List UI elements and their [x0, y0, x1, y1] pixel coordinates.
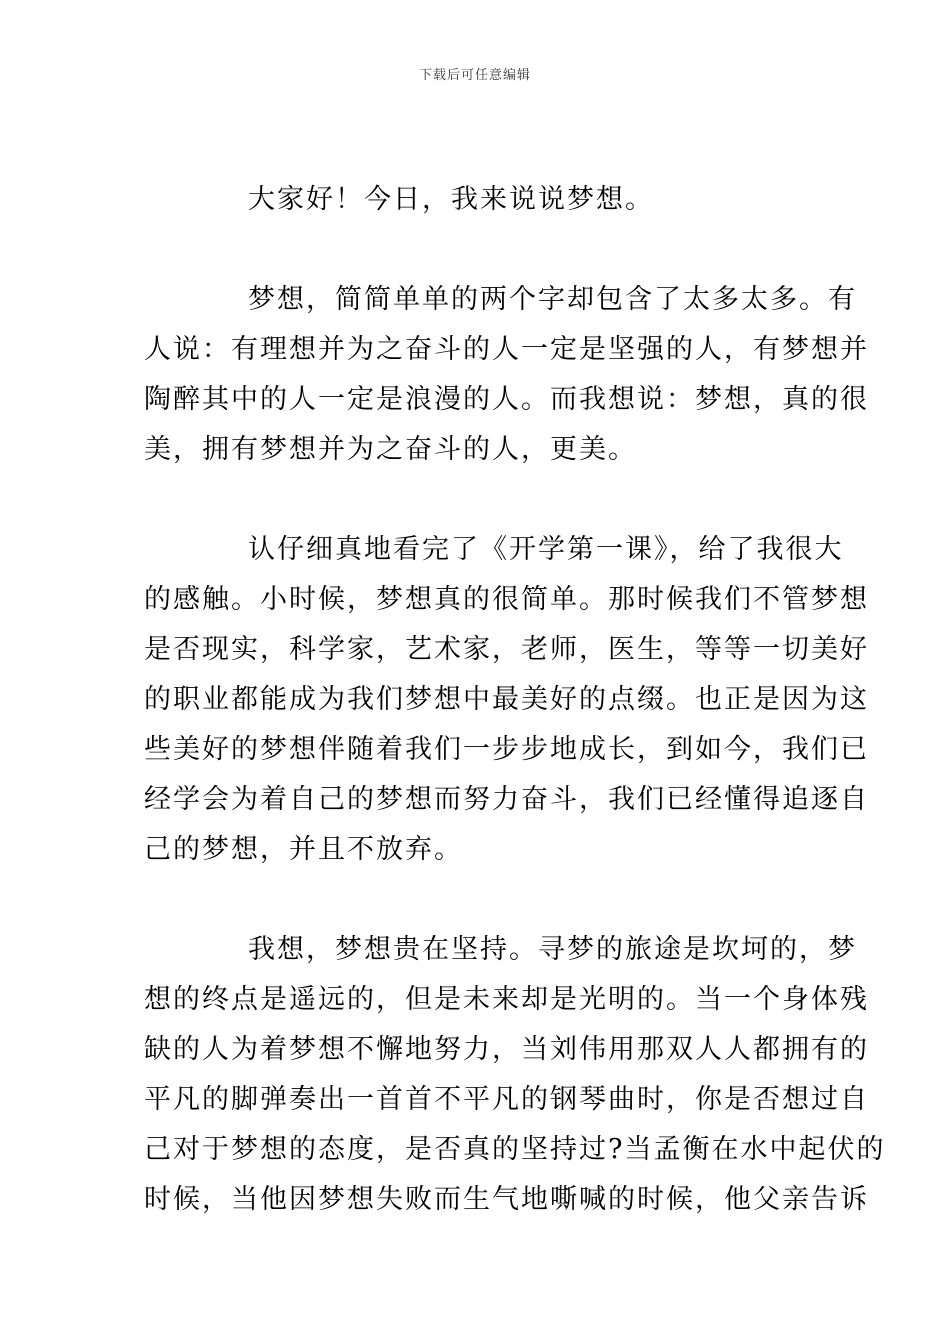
paragraph1-line: 人说：有理想并为之奋斗的人一定是坚强的人，有梦想并 — [144, 334, 869, 365]
paragraph2-line: 的感触。小时候，梦想真的很简单。那时候我们不管梦想 — [144, 584, 869, 615]
paragraph3-line: 时候，当他因梦想失败而生气地嘶喊的时候，他父亲告诉 — [144, 1184, 869, 1215]
paragraph3-line: 缺的人为着梦想不懈地努力，当刘伟用那双人人都拥有的 — [144, 1034, 869, 1065]
paragraph2-line: 认仔细真地看完了《开学第一课》，给了我很大 — [248, 534, 844, 565]
greeting-line: 大家好！今日，我来说说梦想。 — [248, 184, 654, 215]
paragraph3-line: 己对于梦想的态度，是否真的坚持过?当孟衡在水中起伏的 — [144, 1134, 886, 1165]
paragraph1-line: 美，拥有梦想并为之奋斗的人，更美。 — [144, 434, 637, 465]
paragraph3-line: 想的终点是遥远的，但是未来却是光明的。当一个身体残 — [144, 984, 869, 1015]
paragraph1-line: 陶醉其中的人一定是浪漫的人。而我想说：梦想，真的很 — [144, 384, 869, 415]
paragraph2-line: 是否现实，科学家，艺术家，老师，医生，等等一切美好 — [144, 634, 869, 665]
paragraph1-line: 梦想，简简单单的两个字却包含了太多太多。有 — [248, 284, 857, 315]
paragraph2-line: 的职业都能成为我们梦想中最美好的点缀。也正是因为这 — [144, 684, 869, 715]
paragraph3-line: 平凡的脚弹奏出一首首不平凡的钢琴曲时，你是否想过自 — [144, 1084, 869, 1115]
paragraph2-line: 经学会为着自己的梦想而努力奋斗，我们已经懂得追逐自 — [144, 784, 869, 815]
paragraph3-line: 我想，梦想贵在坚持。寻梦的旅途是坎坷的，梦 — [248, 934, 857, 965]
header-note: 下载后可任意编辑 — [418, 68, 531, 83]
paragraph2-line: 己的梦想，并且不放弃。 — [144, 834, 463, 865]
paragraph2-line: 些美好的梦想伴随着我们一步步地成长，到如今，我们已 — [144, 734, 869, 765]
